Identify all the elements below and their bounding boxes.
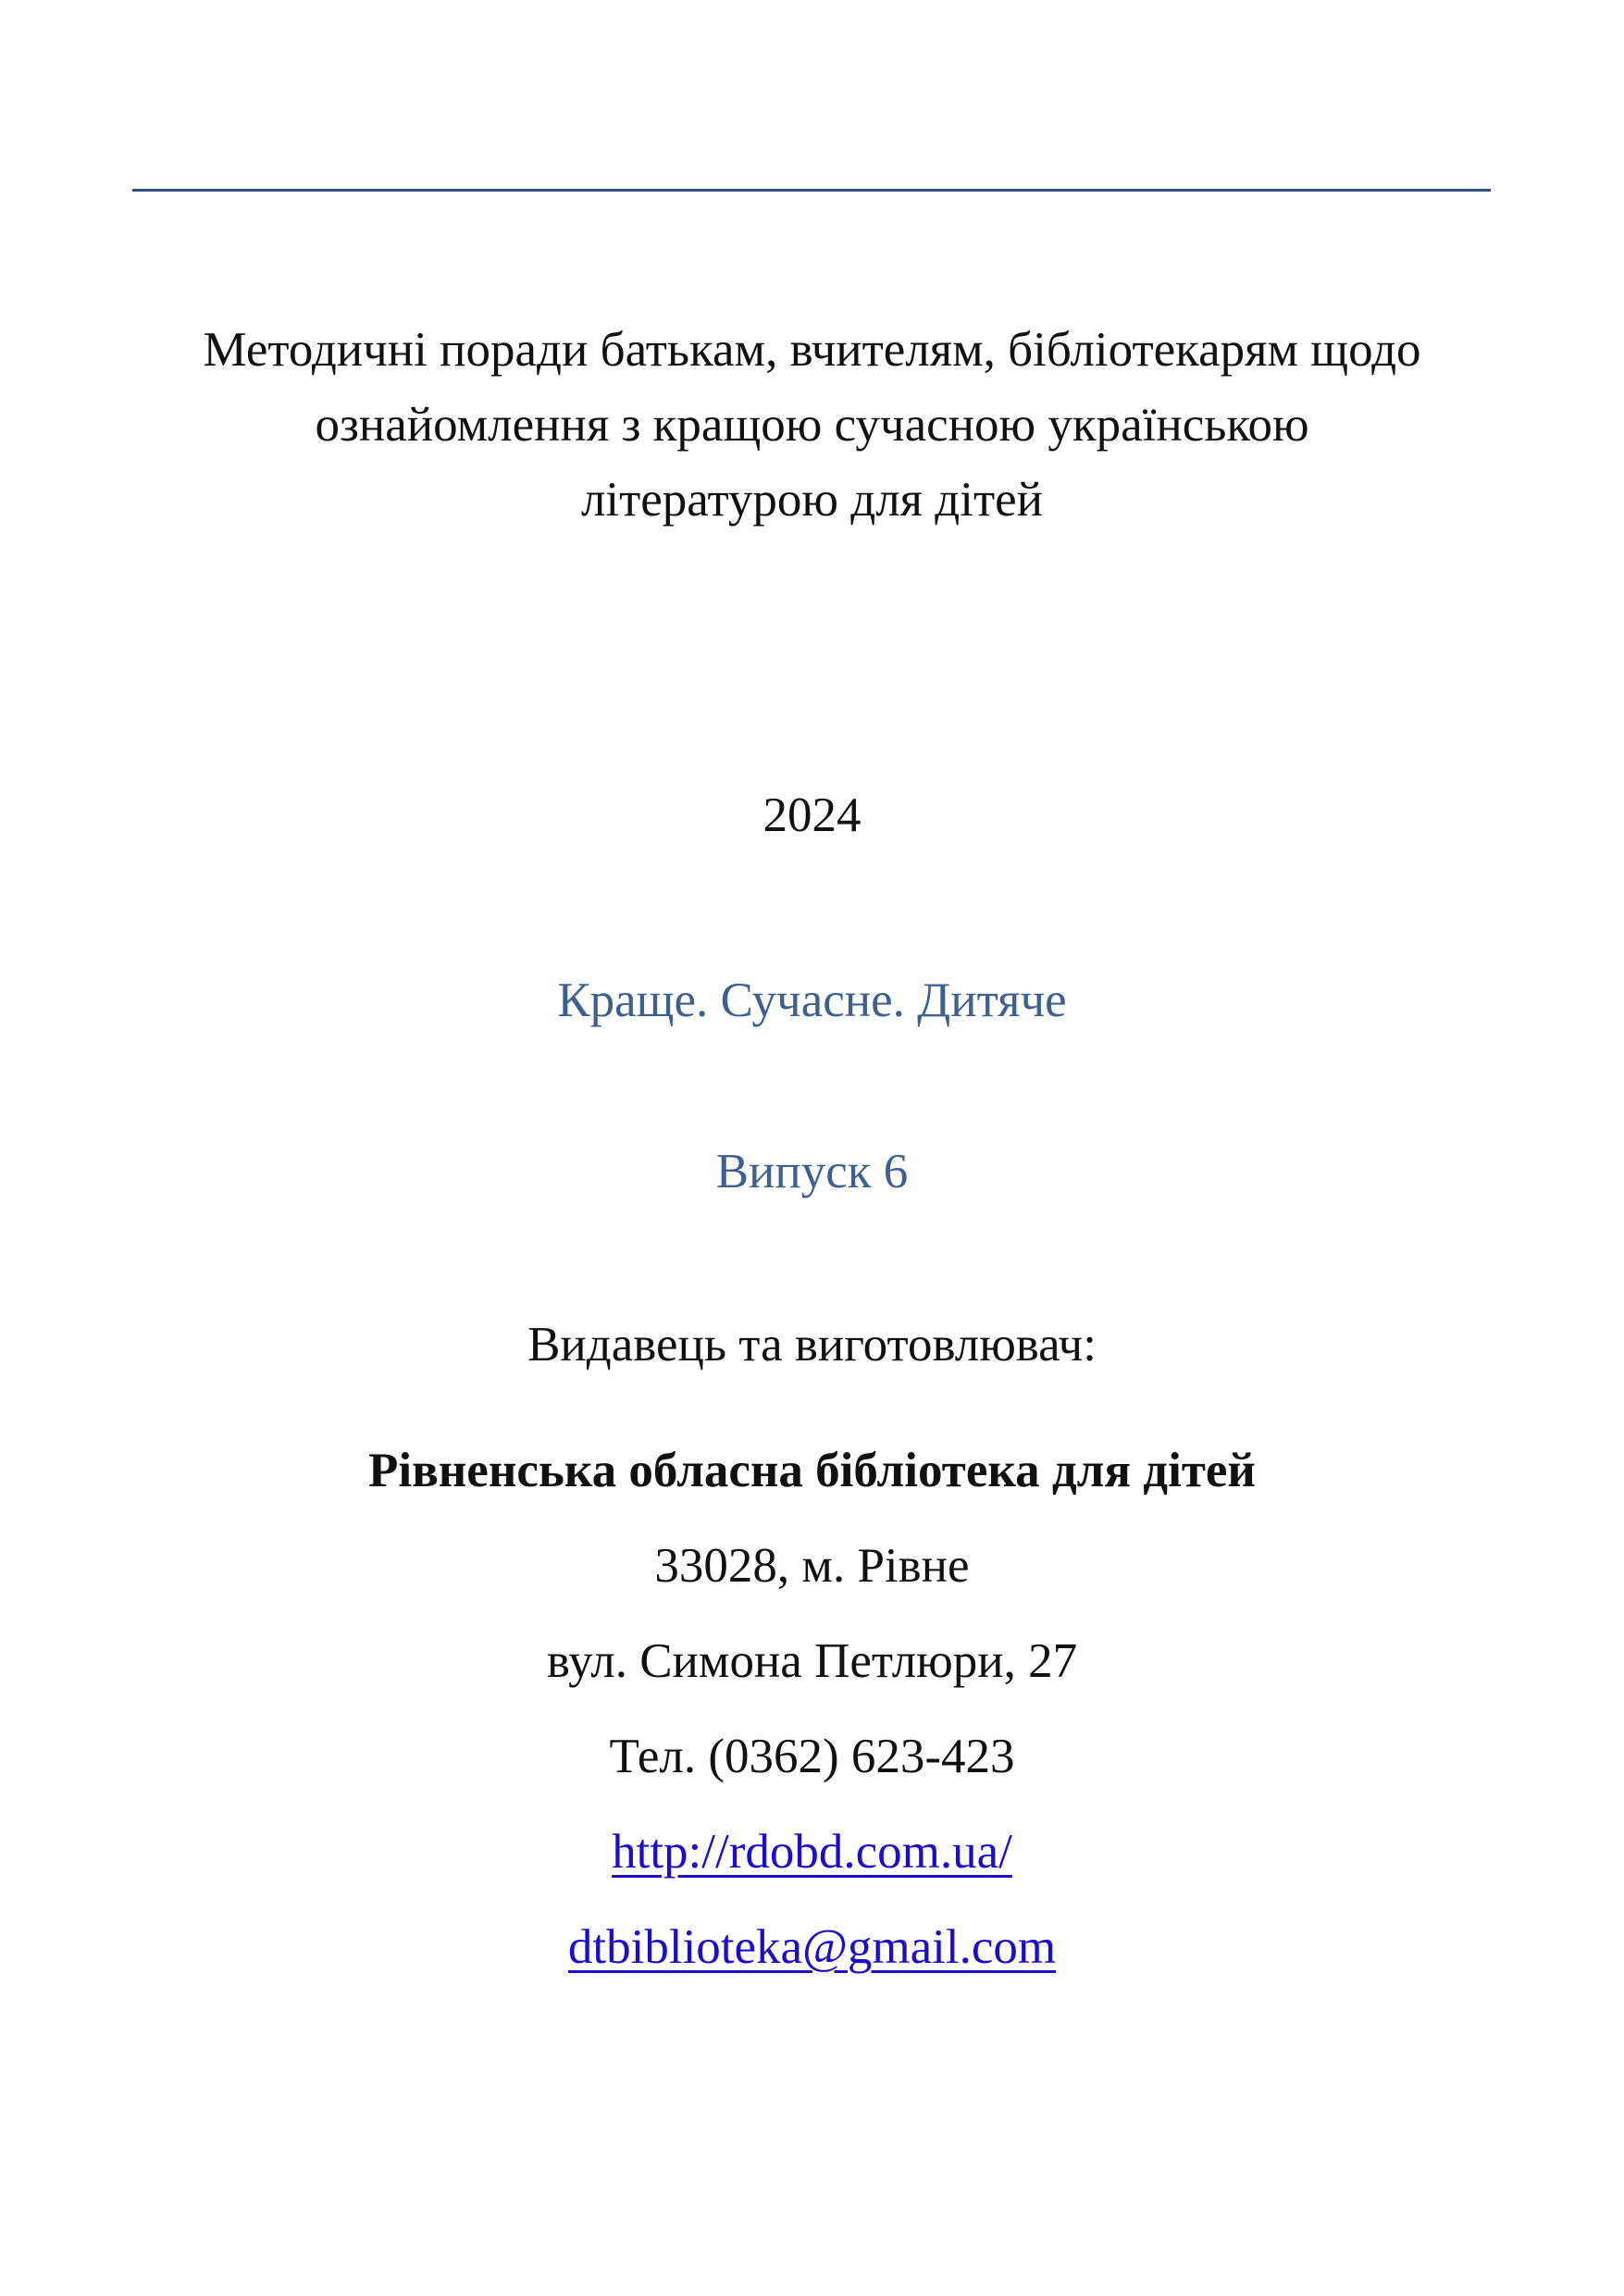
website-link[interactable]: http://rdobd.com.ua/ xyxy=(612,1825,1012,1879)
email-row xyxy=(0,1920,1624,1974)
document-description xyxy=(0,313,1624,538)
website-row xyxy=(0,1825,1624,1879)
publisher-name: Рівненська обласна бібліотека для дітей xyxy=(368,1444,1256,1497)
series-title: Краще. Сучасне. Дитяче xyxy=(557,974,1067,1027)
publisher-postal-address: 33028, м. Рівне xyxy=(654,1539,970,1593)
publisher-street-address: вул. Симона Петлюри, 27 xyxy=(546,1634,1078,1688)
top-divider-line xyxy=(132,189,1491,192)
publisher-phone: Тел. (0362) 623-423 xyxy=(609,1730,1015,1783)
description-line-1: Методичні поради батькам, вчителям, бібліотекарям щодо xyxy=(203,323,1421,377)
publisher-heading: Видавець та виготовлювач: xyxy=(527,1318,1097,1371)
description-line-2: ознайомлення з кращою сучасною українською xyxy=(315,398,1309,452)
description-line-3: літературою для дітей xyxy=(580,473,1044,527)
issue-number: Випуск 6 xyxy=(715,1145,909,1198)
publication-year: 2024 xyxy=(762,788,862,842)
email-link[interactable]: dtbiblioteka@gmail.com xyxy=(567,1920,1057,1974)
